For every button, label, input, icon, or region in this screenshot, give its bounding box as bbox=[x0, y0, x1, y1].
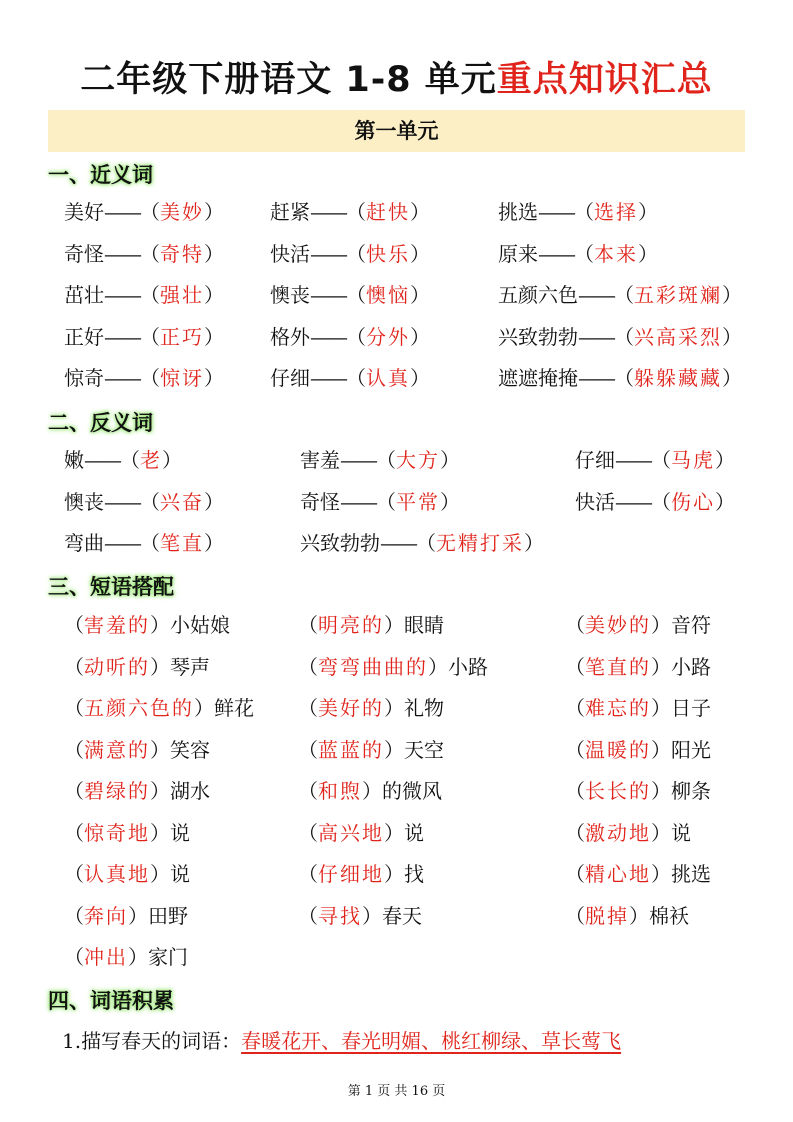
dash: —— bbox=[578, 324, 614, 349]
synonym-pair bbox=[498, 238, 658, 270]
phrase-item bbox=[298, 692, 444, 724]
close-paren: ） bbox=[384, 862, 404, 886]
synonym-pair bbox=[64, 279, 224, 311]
antonym-word: 仔细 bbox=[575, 448, 615, 472]
synonym-pair bbox=[64, 196, 224, 228]
antonym-word: 害羞 bbox=[300, 448, 340, 472]
synonym-answer: 认真 bbox=[366, 366, 410, 390]
close-paren: ） bbox=[440, 489, 460, 514]
phrase-noun: 音符 bbox=[671, 613, 711, 637]
open-paren: （ bbox=[565, 779, 585, 803]
open-paren: （ bbox=[64, 737, 84, 762]
open-paren: （ bbox=[651, 448, 671, 472]
dash: —— bbox=[578, 366, 614, 390]
close-paren: ） bbox=[204, 241, 224, 266]
phrase-modifier: 寻找 bbox=[318, 903, 362, 928]
dash: —— bbox=[578, 283, 614, 307]
synonym-word: 格外 bbox=[270, 324, 310, 349]
close-paren: ） bbox=[428, 654, 448, 679]
phrase-modifier: 动听的 bbox=[84, 654, 150, 679]
synonym-pair bbox=[498, 321, 742, 353]
open-paren: （ bbox=[346, 324, 366, 349]
close-paren: ） bbox=[410, 324, 430, 349]
close-paren: ） bbox=[722, 366, 742, 390]
phrase-item bbox=[64, 775, 210, 807]
close-paren: ） bbox=[204, 366, 224, 390]
close-paren: ） bbox=[440, 448, 460, 472]
synonym-word: 原来 bbox=[498, 241, 538, 266]
phrase-noun: 礼物 bbox=[404, 696, 444, 720]
phrase-noun: 眼睛 bbox=[404, 613, 444, 637]
antonym-word: 快活 bbox=[575, 489, 615, 514]
synonym-word: 正好 bbox=[64, 324, 104, 349]
phrase-noun: 日子 bbox=[671, 696, 711, 720]
phrase-modifier: 难忘的 bbox=[585, 696, 651, 720]
phrase-item bbox=[298, 817, 424, 849]
phrase-item bbox=[298, 900, 422, 932]
open-paren: （ bbox=[376, 489, 396, 514]
synonym-answer: 正巧 bbox=[160, 324, 204, 349]
close-paren: ） bbox=[384, 613, 404, 637]
open-paren: （ bbox=[346, 283, 366, 307]
phrase-noun: 说 bbox=[170, 820, 190, 845]
phrase-item bbox=[298, 651, 488, 683]
dash: —— bbox=[310, 283, 346, 307]
phrase-item bbox=[64, 858, 190, 890]
synonym-pair bbox=[270, 238, 430, 270]
close-paren: ） bbox=[128, 945, 148, 969]
open-paren: （ bbox=[120, 448, 140, 472]
antonym-pair bbox=[300, 444, 460, 476]
phrase-item bbox=[298, 775, 442, 807]
close-paren: ） bbox=[362, 903, 382, 928]
close-paren: ） bbox=[194, 696, 214, 720]
synonym-word: 挑选 bbox=[498, 200, 538, 224]
close-paren: ） bbox=[150, 820, 170, 845]
open-paren: （ bbox=[64, 903, 84, 928]
dash: —— bbox=[310, 324, 346, 349]
open-paren: （ bbox=[140, 241, 160, 266]
open-paren: （ bbox=[565, 696, 585, 720]
synonym-pair bbox=[64, 362, 224, 394]
phrase-noun: 阳光 bbox=[671, 737, 711, 762]
phrase-noun: 找 bbox=[404, 862, 424, 886]
close-paren: ） bbox=[204, 283, 224, 307]
antonym-answer: 老 bbox=[140, 448, 162, 472]
synonym-answer: 兴高采烈 bbox=[634, 324, 722, 349]
open-paren: （ bbox=[565, 613, 585, 637]
phrase-noun: 湖水 bbox=[170, 779, 210, 803]
open-paren: （ bbox=[565, 903, 585, 928]
synonym-answer: 懊恼 bbox=[366, 283, 410, 307]
close-paren: ） bbox=[204, 531, 224, 555]
close-paren: ） bbox=[651, 779, 671, 803]
open-paren: （ bbox=[140, 531, 160, 555]
dash: —— bbox=[104, 241, 140, 266]
spring-words: 春暖花开、春光明媚、桃红柳绿、草长莺飞 bbox=[241, 1029, 622, 1053]
phrase-item bbox=[298, 858, 424, 890]
antonym-answer: 兴奋 bbox=[160, 489, 204, 514]
phrase-item bbox=[64, 900, 188, 932]
close-paren: ） bbox=[715, 448, 735, 472]
synonym-word: 兴致勃勃 bbox=[498, 324, 578, 349]
close-paren: ） bbox=[638, 241, 658, 266]
close-paren: ） bbox=[150, 613, 170, 637]
close-paren: ） bbox=[722, 283, 742, 307]
open-paren: （ bbox=[64, 820, 84, 845]
close-paren: ） bbox=[638, 200, 658, 224]
open-paren: （ bbox=[64, 862, 84, 886]
close-paren: ） bbox=[150, 654, 170, 679]
phrase-noun: 说 bbox=[170, 862, 190, 886]
antonym-pair bbox=[575, 486, 735, 518]
phrase-modifier: 害羞的 bbox=[84, 613, 150, 637]
dash: —— bbox=[340, 448, 376, 472]
synonym-answer: 赶快 bbox=[366, 200, 410, 224]
antonym-word: 奇怪 bbox=[300, 489, 340, 514]
page-title bbox=[0, 52, 793, 102]
open-paren: （ bbox=[574, 200, 594, 224]
open-paren: （ bbox=[64, 779, 84, 803]
close-paren: ） bbox=[204, 489, 224, 514]
phrase-noun: 棉袄 bbox=[649, 903, 689, 928]
close-paren: ） bbox=[384, 696, 404, 720]
open-paren: （ bbox=[140, 200, 160, 224]
synonym-word: 快活 bbox=[270, 241, 310, 266]
open-paren: （ bbox=[565, 737, 585, 762]
spring-words-label: 1.描写春天的词语： bbox=[62, 1029, 242, 1053]
open-paren: （ bbox=[346, 241, 366, 266]
antonym-word: 兴致勃勃 bbox=[300, 531, 380, 555]
phrase-noun: 说 bbox=[404, 820, 424, 845]
section-heading-synonyms: 一、近义词 bbox=[48, 163, 153, 187]
synonym-pair bbox=[64, 321, 224, 353]
phrase-item bbox=[565, 817, 691, 849]
phrase-noun: 鲜花 bbox=[214, 696, 254, 720]
close-paren: ） bbox=[410, 241, 430, 266]
open-paren: （ bbox=[614, 366, 634, 390]
synonym-word: 五颜六色 bbox=[498, 283, 578, 307]
phrase-noun: 笑容 bbox=[170, 737, 210, 762]
open-paren: （ bbox=[651, 489, 671, 514]
section-heading-antonyms: 二、反义词 bbox=[48, 411, 153, 435]
synonym-answer: 惊讶 bbox=[160, 366, 204, 390]
dash: —— bbox=[104, 200, 140, 224]
phrase-noun: 小姑娘 bbox=[170, 613, 230, 637]
close-paren: ） bbox=[362, 779, 382, 803]
open-paren: （ bbox=[298, 862, 318, 886]
open-paren: （ bbox=[140, 366, 160, 390]
synonym-answer: 强壮 bbox=[160, 283, 204, 307]
phrase-item bbox=[64, 651, 210, 683]
close-paren: ） bbox=[204, 324, 224, 349]
dash: —— bbox=[104, 531, 140, 555]
synonym-pair bbox=[64, 238, 224, 270]
close-paren: ） bbox=[410, 366, 430, 390]
phrase-item bbox=[565, 900, 689, 932]
dash: —— bbox=[615, 489, 651, 514]
phrase-modifier: 惊奇地 bbox=[84, 820, 150, 845]
synonym-word: 美好 bbox=[64, 200, 104, 224]
phrase-noun: 挑选 bbox=[671, 862, 711, 886]
close-paren: ） bbox=[651, 737, 671, 762]
antonym-answer: 无精打采 bbox=[436, 531, 524, 555]
phrase-item bbox=[565, 651, 711, 683]
synonym-pair bbox=[498, 196, 658, 228]
phrase-modifier: 明亮的 bbox=[318, 613, 384, 637]
synonym-pair bbox=[270, 321, 430, 353]
dash: —— bbox=[615, 448, 651, 472]
synonym-pair bbox=[498, 362, 742, 394]
close-paren: ） bbox=[150, 862, 170, 886]
synonym-answer: 美妙 bbox=[160, 200, 204, 224]
open-paren: （ bbox=[298, 654, 318, 679]
dash: —— bbox=[538, 200, 574, 224]
close-paren: ） bbox=[524, 531, 544, 555]
synonym-word: 懊丧 bbox=[270, 283, 310, 307]
title-main: 二年级下册语文 1-8 单元 bbox=[80, 60, 497, 100]
antonym-word: 嫩 bbox=[64, 448, 84, 472]
phrase-modifier: 认真地 bbox=[84, 862, 150, 886]
antonym-word: 弯曲 bbox=[64, 531, 104, 555]
synonym-answer: 分外 bbox=[366, 324, 410, 349]
antonym-pair bbox=[300, 527, 544, 559]
open-paren: （ bbox=[565, 820, 585, 845]
synonym-pair bbox=[498, 279, 742, 311]
phrase-modifier: 和煦 bbox=[318, 779, 362, 803]
unit-banner: 第一单元 bbox=[48, 110, 745, 152]
open-paren: （ bbox=[416, 531, 436, 555]
phrase-noun: 小路 bbox=[448, 654, 488, 679]
phrase-modifier: 蓝蓝的 bbox=[318, 737, 384, 762]
antonym-pair bbox=[300, 486, 460, 518]
phrase-noun: 柳条 bbox=[671, 779, 711, 803]
phrase-modifier: 脱掉 bbox=[585, 903, 629, 928]
antonym-answer: 大方 bbox=[396, 448, 440, 472]
open-paren: （ bbox=[298, 613, 318, 637]
synonym-word: 惊奇 bbox=[64, 366, 104, 390]
dash: —— bbox=[84, 448, 120, 472]
antonym-pair bbox=[64, 444, 182, 476]
open-paren: （ bbox=[64, 945, 84, 969]
phrase-noun: 天空 bbox=[404, 737, 444, 762]
open-paren: （ bbox=[614, 283, 634, 307]
phrase-modifier: 满意的 bbox=[84, 737, 150, 762]
phrase-noun: 家门 bbox=[148, 945, 188, 969]
title-highlight: 重点知识汇总 bbox=[496, 60, 713, 100]
phrase-noun: 田野 bbox=[148, 903, 188, 928]
open-paren: （ bbox=[376, 448, 396, 472]
open-paren: （ bbox=[574, 241, 594, 266]
phrase-item bbox=[64, 734, 210, 766]
close-paren: ） bbox=[651, 820, 671, 845]
synonym-pair bbox=[270, 279, 430, 311]
phrase-noun: 小路 bbox=[671, 654, 711, 679]
synonym-answer: 选择 bbox=[594, 200, 638, 224]
close-paren: ） bbox=[651, 654, 671, 679]
open-paren: （ bbox=[298, 903, 318, 928]
antonym-answer: 伤心 bbox=[671, 489, 715, 514]
phrase-item bbox=[64, 609, 230, 641]
close-paren: ） bbox=[384, 737, 404, 762]
antonym-pair bbox=[64, 527, 224, 559]
synonym-word: 仔细 bbox=[270, 366, 310, 390]
synonym-word: 奇怪 bbox=[64, 241, 104, 266]
phrase-noun: 春天 bbox=[382, 903, 422, 928]
open-paren: （ bbox=[565, 862, 585, 886]
open-paren: （ bbox=[140, 283, 160, 307]
phrase-item bbox=[298, 734, 444, 766]
synonym-answer: 奇特 bbox=[160, 241, 204, 266]
open-paren: （ bbox=[565, 654, 585, 679]
close-paren: ） bbox=[651, 862, 671, 886]
dash: —— bbox=[310, 366, 346, 390]
page-footer: 第 1 页 共 16 页 bbox=[347, 1084, 446, 1099]
synonym-pair bbox=[270, 362, 430, 394]
antonym-pair bbox=[64, 486, 224, 518]
close-paren: ） bbox=[651, 613, 671, 637]
open-paren: （ bbox=[140, 489, 160, 514]
phrase-modifier: 奔向 bbox=[84, 903, 128, 928]
synonym-answer: 五彩斑斓 bbox=[634, 283, 722, 307]
phrase-modifier: 美好的 bbox=[318, 696, 384, 720]
phrase-modifier: 弯弯曲曲的 bbox=[318, 654, 428, 679]
phrase-modifier: 碧绿的 bbox=[84, 779, 150, 803]
antonym-word: 懊丧 bbox=[64, 489, 104, 514]
synonym-answer: 本来 bbox=[594, 241, 638, 266]
antonym-answer: 笔直 bbox=[160, 531, 204, 555]
phrase-item bbox=[64, 817, 190, 849]
phrase-item bbox=[565, 734, 711, 766]
close-paren: ） bbox=[715, 489, 735, 514]
section-heading-phrases: 三、短语搭配 bbox=[48, 575, 174, 599]
dash: —— bbox=[538, 241, 574, 266]
open-paren: （ bbox=[64, 613, 84, 637]
close-paren: ） bbox=[204, 200, 224, 224]
close-paren: ） bbox=[410, 283, 430, 307]
close-paren: ） bbox=[128, 903, 148, 928]
synonym-answer: 躲躲藏藏 bbox=[634, 366, 722, 390]
phrase-item bbox=[298, 609, 444, 641]
close-paren: ） bbox=[651, 696, 671, 720]
open-paren: （ bbox=[298, 820, 318, 845]
open-paren: （ bbox=[64, 654, 84, 679]
close-paren: ） bbox=[150, 779, 170, 803]
close-paren: ） bbox=[150, 737, 170, 762]
open-paren: （ bbox=[140, 324, 160, 349]
phrase-modifier: 激动地 bbox=[585, 820, 651, 845]
phrase-modifier: 长长的 bbox=[585, 779, 651, 803]
phrase-item bbox=[565, 775, 711, 807]
phrase-item bbox=[64, 941, 188, 973]
dash: —— bbox=[340, 489, 376, 514]
open-paren: （ bbox=[298, 696, 318, 720]
dash: —— bbox=[104, 283, 140, 307]
phrase-modifier: 仔细地 bbox=[318, 862, 384, 886]
dash: —— bbox=[104, 489, 140, 514]
section-heading-accumulation: 四、词语积累 bbox=[48, 989, 174, 1013]
antonym-pair bbox=[575, 444, 735, 476]
open-paren: （ bbox=[64, 696, 84, 720]
close-paren: ） bbox=[384, 820, 404, 845]
phrase-item bbox=[64, 692, 254, 724]
open-paren: （ bbox=[298, 737, 318, 762]
phrase-modifier: 精心地 bbox=[585, 862, 651, 886]
phrase-item bbox=[565, 858, 711, 890]
close-paren: ） bbox=[162, 448, 182, 472]
phrase-item bbox=[565, 609, 711, 641]
phrase-modifier: 笔直的 bbox=[585, 654, 651, 679]
phrase-modifier: 五颜六色的 bbox=[84, 696, 194, 720]
phrase-item bbox=[565, 692, 711, 724]
phrase-modifier: 温暖的 bbox=[585, 737, 651, 762]
close-paren: ） bbox=[722, 324, 742, 349]
synonym-word: 茁壮 bbox=[64, 283, 104, 307]
dash: —— bbox=[104, 324, 140, 349]
dash: —— bbox=[310, 241, 346, 266]
spring-words-line bbox=[62, 1025, 621, 1057]
close-paren: ） bbox=[629, 903, 649, 928]
antonym-answer: 马虎 bbox=[671, 448, 715, 472]
open-paren: （ bbox=[346, 200, 366, 224]
antonym-answer: 平常 bbox=[396, 489, 440, 514]
phrase-modifier: 美妙的 bbox=[585, 613, 651, 637]
synonym-word: 遮遮掩掩 bbox=[498, 366, 578, 390]
close-paren: ） bbox=[410, 200, 430, 224]
dash: —— bbox=[310, 200, 346, 224]
synonym-pair bbox=[270, 196, 430, 228]
open-paren: （ bbox=[298, 779, 318, 803]
synonym-word: 赶紧 bbox=[270, 200, 310, 224]
phrase-noun: 琴声 bbox=[170, 654, 210, 679]
dash: —— bbox=[380, 531, 416, 555]
synonym-answer: 快乐 bbox=[366, 241, 410, 266]
open-paren: （ bbox=[614, 324, 634, 349]
phrase-modifier: 高兴地 bbox=[318, 820, 384, 845]
open-paren: （ bbox=[346, 366, 366, 390]
dash: —— bbox=[104, 366, 140, 390]
phrase-noun: 的微风 bbox=[382, 779, 442, 803]
phrase-modifier: 冲出 bbox=[84, 945, 128, 969]
phrase-noun: 说 bbox=[671, 820, 691, 845]
